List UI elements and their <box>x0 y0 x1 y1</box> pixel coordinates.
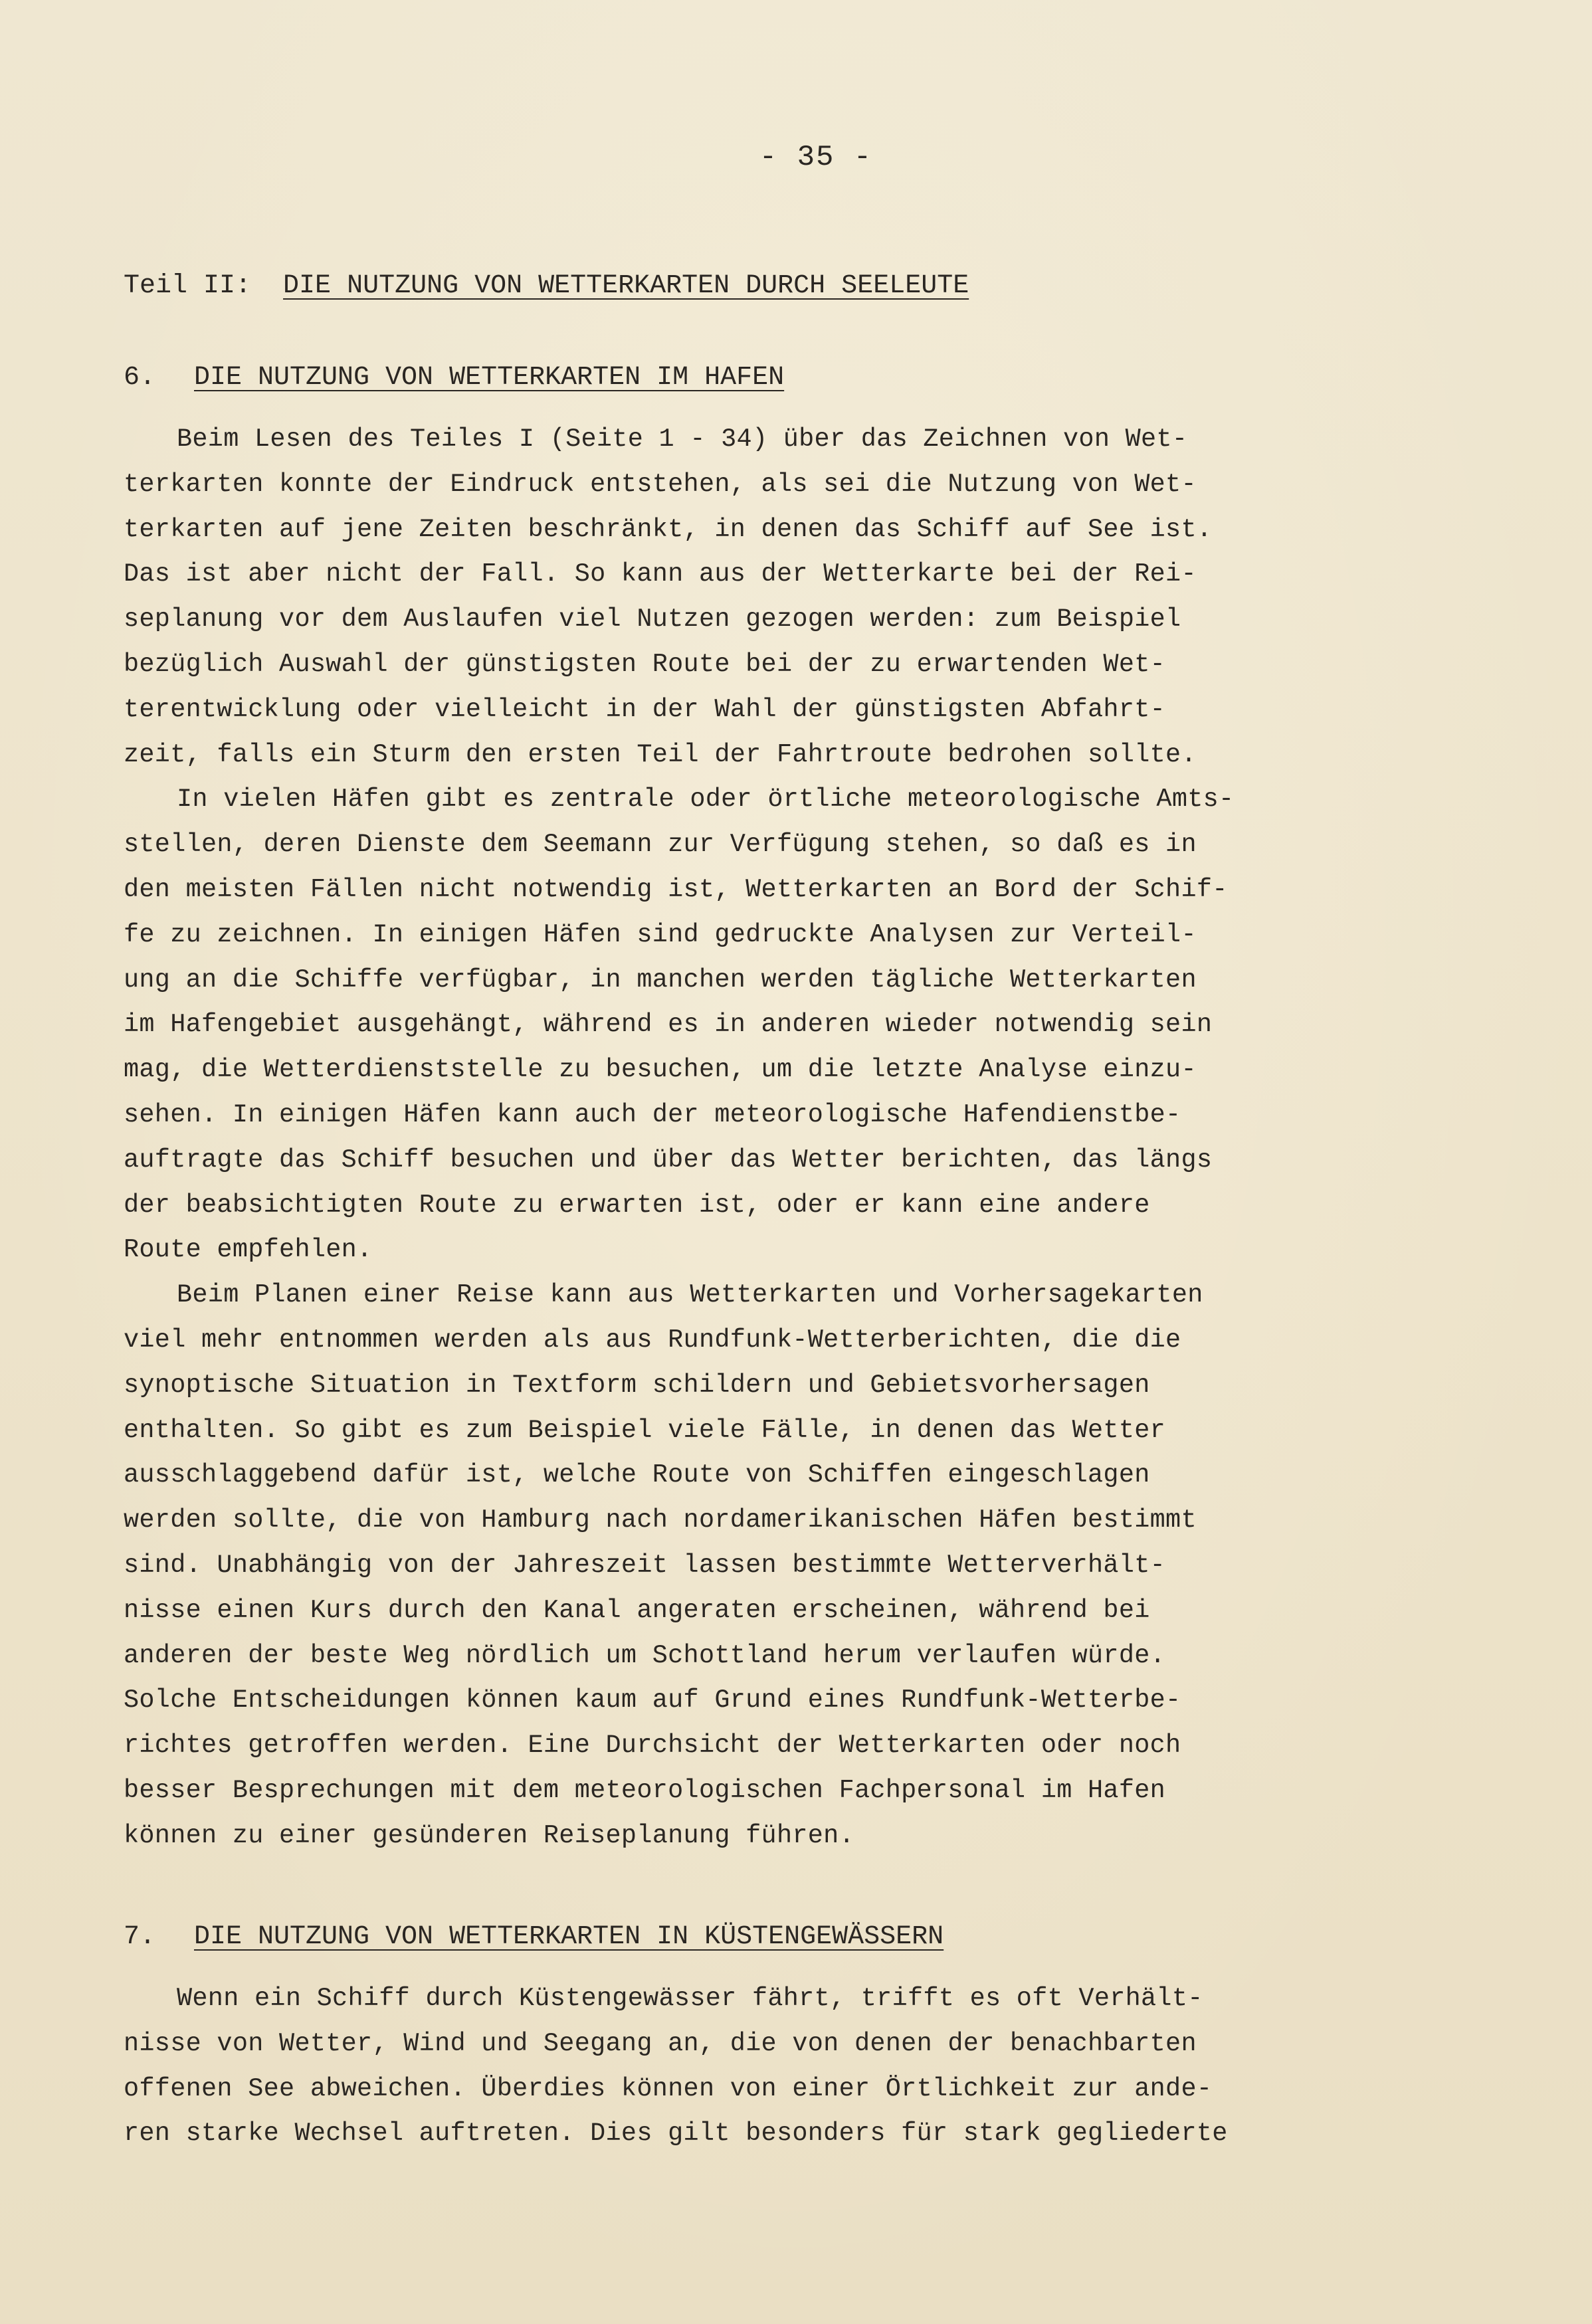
text-line: werden sollte, die von Hamburg nach nordamerikanischen Häfen bestimmt <box>124 1505 1197 1535</box>
text-line: nisse einen Kurs durch den Kanal angeraten erscheinen, während bei <box>124 1595 1150 1625</box>
text-line: enthalten. So gibt es zum Beispiel viele Fälle, in denen das Wetter <box>124 1415 1166 1445</box>
text-line: richtes getroffen werden. Eine Durchsicht der Wetterkarten oder noch <box>124 1731 1181 1761</box>
text-line: mag, die Wetterdienststelle zu besuchen, um die letzte Analyse einzu- <box>124 1055 1197 1085</box>
text-line: Beim Lesen des Teiles I (Seite 1 - 34) über das Zeichnen von Wet- <box>177 425 1188 454</box>
text-line: In vielen Häfen gibt es zentrale oder örtliche meteorologische Amts- <box>177 785 1235 815</box>
text-line: nisse von Wetter, Wind und Seegang an, die von denen der benachbarten <box>124 2028 1197 2058</box>
text-line: Solche Entscheidungen können kaum auf Grund eines Rundfunk-Wetterbe- <box>124 1686 1181 1715</box>
text-line: stellen, deren Dienste dem Seemann zur Verfügung stehen, so daß es in <box>124 830 1197 860</box>
text-line: auftragte das Schiff besuchen und über das Wetter berichten, das längs <box>124 1145 1213 1175</box>
text-line: terkarten auf jene Zeiten beschränkt, in denen das Schiff auf See ist. <box>124 514 1213 544</box>
text-line: den meisten Fällen nicht notwendig ist, Wetterkarten an Bord der Schif- <box>124 874 1228 904</box>
section-7-body <box>124 1977 1426 2157</box>
text-line: können zu einer gesünderen Reiseplanung führen. <box>124 1820 854 1850</box>
text-line: sehen. In einigen Häfen kann auch der meteorologische Hafendienstbe- <box>124 1100 1181 1129</box>
page-number: - 35 - <box>759 141 873 174</box>
text-line: Wenn ein Schiff durch Küstengewässer fährt, trifft es oft Verhält- <box>177 1984 1203 2013</box>
section-6-title: DIE NUTZUNG VON WETTERKARTEN IM HAFEN <box>194 363 785 393</box>
section-6-number: 6. <box>124 363 156 393</box>
text-line: der beabsichtigten Route zu erwarten ist, oder er kann eine andere <box>124 1190 1150 1220</box>
section-7-number: 7. <box>124 1922 156 1952</box>
text-line: terkarten konnte der Eindruck entstehen, als sei die Nutzung von Wet- <box>124 469 1197 499</box>
text-line: offenen See abweichen. Überdies können von einer Örtlichkeit zur ande- <box>124 2074 1213 2103</box>
text-line: ren starke Wechsel auftreten. Dies gilt besonders für stark gegliederte <box>124 2119 1228 2149</box>
part-title <box>124 271 969 301</box>
text-line: sind. Unabhängig von der Jahreszeit lassen bestimmte Wetterverhält- <box>124 1550 1166 1580</box>
section-7-title: DIE NUTZUNG VON WETTERKARTEN IN KÜSTENGEWÄSSERN <box>194 1922 944 1952</box>
text-line: Route empfehlen. <box>124 1235 373 1265</box>
text-line: im Hafengebiet ausgehängt, während es in anderen wieder notwendig sein <box>124 1010 1213 1040</box>
text-line: Das ist aber nicht der Fall. So kann aus der Wetterkarte bei der Rei- <box>124 559 1197 589</box>
part-title-text: DIE NUTZUNG VON WETTERKARTEN DURCH SEELEUTE <box>283 271 969 301</box>
text-line: seplanung vor dem Auslaufen viel Nutzen gezogen werden: zum Beispiel <box>124 605 1181 634</box>
text-line: viel mehr entnommen werden als aus Rundfunk-Wetterberichten, die die <box>124 1325 1181 1355</box>
text-line: ausschlaggebend dafür ist, welche Route von Schiffen eingeschlagen <box>124 1460 1150 1490</box>
text-line: bezüglich Auswahl der günstigsten Route bei der zu erwartenden Wet- <box>124 649 1166 679</box>
text-line: anderen der beste Weg nördlich um Schottland herum verlaufen würde. <box>124 1640 1166 1670</box>
text-line: fe zu zeichnen. In einigen Häfen sind gedruckte Analysen zur Verteil- <box>124 920 1197 949</box>
section-7-heading <box>124 1922 944 1952</box>
section-6-heading <box>124 363 784 393</box>
text-line: zeit, falls ein Sturm den ersten Teil der Fahrtroute bedrohen sollte. <box>124 739 1197 769</box>
text-line: Beim Planen einer Reise kann aus Wetterkarten und Vorhersagekarten <box>177 1280 1203 1310</box>
section-6-body <box>124 417 1426 1859</box>
text-line: terentwicklung oder vielleicht in der Wahl der günstigsten Abfahrt- <box>124 694 1166 724</box>
text-line: besser Besprechungen mit dem meteorologischen Fachpersonal im Hafen <box>124 1775 1166 1805</box>
part-prefix: Teil II: <box>124 271 252 301</box>
text-line: ung an die Schiffe verfügbar, in manchen werden tägliche Wetterkarten <box>124 965 1197 995</box>
text-line: synoptische Situation in Textform schildern und Gebietsvorhersagen <box>124 1370 1150 1400</box>
